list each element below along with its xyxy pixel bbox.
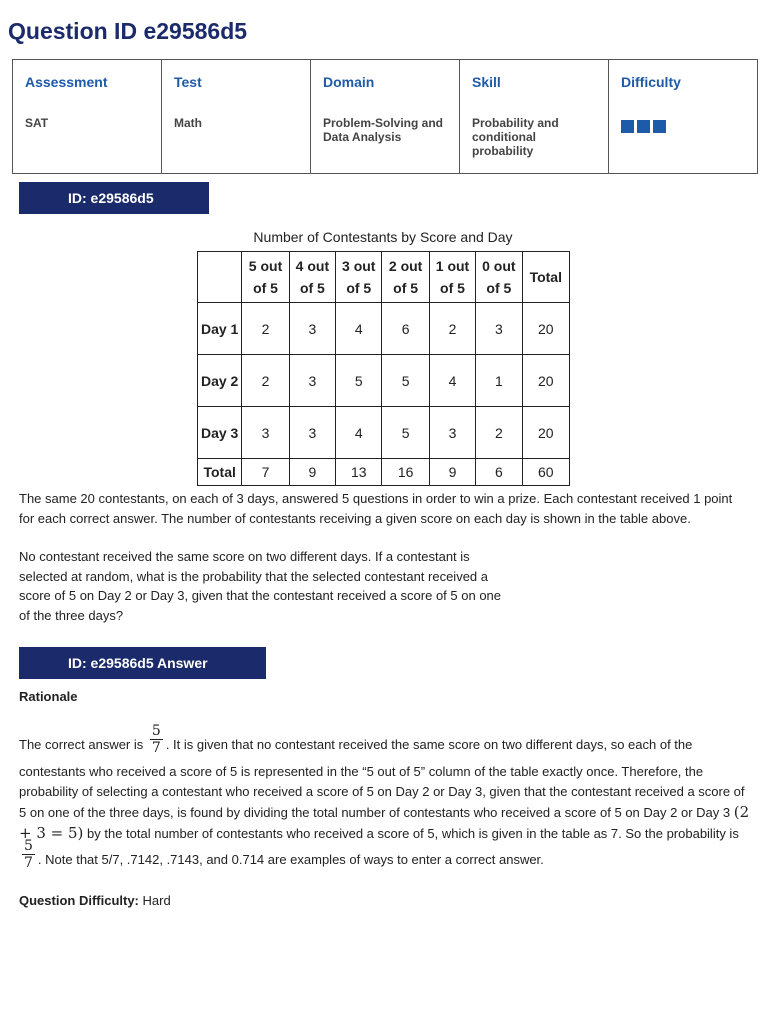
- page-title: Question ID e29586d5: [8, 18, 248, 44]
- table-corner: [198, 252, 242, 303]
- meta-value: Math: [174, 116, 202, 130]
- rationale-heading: Rationale: [19, 689, 78, 704]
- column-header: 4 out of 5: [289, 252, 335, 303]
- table-cell: 3: [289, 303, 335, 355]
- fraction-numerator: 5: [24, 838, 33, 854]
- table-cell: 60: [522, 459, 569, 486]
- table-cell: 5: [382, 407, 429, 459]
- meta-cell-test: [162, 60, 311, 174]
- rationale-text-part: . It is given that no contestant received the same score on two different days, so each of the contestants who received a score of 5 is represented in the “5 out of 5” column of the table exactly once. Therefore, the probability of selecting a contestant who received a score of 5 on Day 2 or Day 3, given that the contestant received a score of 5 on one of the three days, is found by dividing the total number of contestants who received a score of 5 on Day 2 or Day 3: [19, 736, 745, 820]
- answer-fraction: [22, 838, 35, 871]
- table-cell: 20: [522, 407, 569, 459]
- meta-cell-difficulty: [609, 60, 758, 174]
- table-cell: 6: [476, 459, 522, 486]
- table-total-row: [198, 459, 570, 486]
- table-caption: Number of Contestants by Score and Day: [253, 229, 513, 245]
- column-header: Total: [522, 252, 569, 303]
- table-cell: 2: [476, 407, 522, 459]
- table-row: [198, 407, 570, 459]
- difficulty-square-icon: [621, 120, 634, 133]
- column-header: 1 out of 5: [429, 252, 475, 303]
- meta-cell-skill: [460, 60, 609, 174]
- meta-value: Probability and conditional probability: [472, 116, 559, 158]
- table-cell: 3: [289, 407, 335, 459]
- fraction-denominator: 7: [24, 855, 33, 871]
- answer-fraction: [150, 723, 163, 756]
- meta-header: Assessment: [25, 74, 108, 90]
- question-difficulty: [19, 893, 171, 908]
- contestants-table: [197, 251, 570, 486]
- column-header: 0 out of 5: [476, 252, 522, 303]
- table-cell: 4: [429, 355, 475, 407]
- table-cell: 3: [289, 355, 335, 407]
- meta-value: SAT: [25, 116, 49, 130]
- table-cell: 4: [336, 407, 382, 459]
- answer-id-banner: ID: e29586d5 Answer: [19, 647, 266, 679]
- table-cell: 2: [242, 303, 289, 355]
- fraction-denominator: 7: [151, 740, 161, 756]
- meta-header: Test: [174, 74, 202, 90]
- table-cell: 20: [522, 303, 569, 355]
- meta-cell-assessment: [13, 60, 162, 174]
- table-cell: 3: [242, 407, 289, 459]
- difficulty-square-icon: [637, 120, 650, 133]
- table-cell: 1: [476, 355, 522, 407]
- table-cell: 16: [382, 459, 429, 486]
- question-prompt: No contestant received the same score on two different days. If a contestant is selected at random, what is the probability that the selected contestant received a score of 5 on Day 2 or Day 3, given that the contestant received a score of 5 on one of the three days?: [19, 549, 502, 623]
- rationale-text-part: . Note that 5/7, .7142, .7143, and 0.714 are examples of ways to enter a correct answer.: [37, 851, 544, 867]
- table-cell: 3: [476, 303, 522, 355]
- question-paragraph: The same 20 contestants, on each of 3 days, answered 5 questions in order to win a prize. Each contestant received 1 point for each correct answer. The number of contestants receiving a given score on each day is shown in the table above.: [19, 491, 733, 526]
- table-cell: 5: [336, 355, 382, 407]
- difficulty-label: Question Difficulty:: [19, 893, 139, 908]
- column-header: 2 out of 5: [382, 252, 429, 303]
- table-cell: 2: [429, 303, 475, 355]
- math-expression: (2 + 3 = 5): [19, 803, 750, 842]
- column-header: 3 out of 5: [336, 252, 382, 303]
- meta-cell-domain: [311, 60, 460, 174]
- column-header: 5 out of 5: [242, 252, 289, 303]
- table-cell: 4: [336, 303, 382, 355]
- table-row: [198, 303, 570, 355]
- table-cell: 2: [242, 355, 289, 407]
- rationale-text-part: by the total number of contestants who received a score of 5, which is given in the table as 7. So the probability is: [87, 826, 739, 841]
- question-id-banner: ID: e29586d5: [19, 182, 209, 214]
- table-cell: 6: [382, 303, 429, 355]
- row-header: Day 3: [198, 407, 242, 459]
- table-cell: 20: [522, 355, 569, 407]
- table-cell: 5: [382, 355, 429, 407]
- fraction-numerator: 5: [151, 723, 161, 739]
- row-header: Day 1: [198, 303, 242, 355]
- meta-header: Domain: [323, 74, 375, 90]
- table-cell: 13: [336, 459, 382, 486]
- table-cell: 7: [242, 459, 289, 486]
- table-cell: 9: [289, 459, 335, 486]
- table-row: [198, 355, 570, 407]
- meta-header: Difficulty: [621, 74, 681, 90]
- table-cell: 3: [429, 407, 475, 459]
- table-cell: 9: [429, 459, 475, 486]
- difficulty-square-icon: [653, 120, 666, 133]
- rationale-text-part: The correct answer is: [19, 736, 144, 752]
- question-meta-table: [12, 59, 758, 174]
- row-header: Total: [198, 459, 242, 486]
- meta-value: Problem-Solving and Data Analysis: [323, 116, 444, 144]
- difficulty-value: Hard: [142, 893, 171, 908]
- rationale-text: [19, 723, 753, 877]
- meta-header: Skill: [472, 74, 501, 90]
- difficulty-indicator: [621, 120, 745, 133]
- row-header: Day 2: [198, 355, 242, 407]
